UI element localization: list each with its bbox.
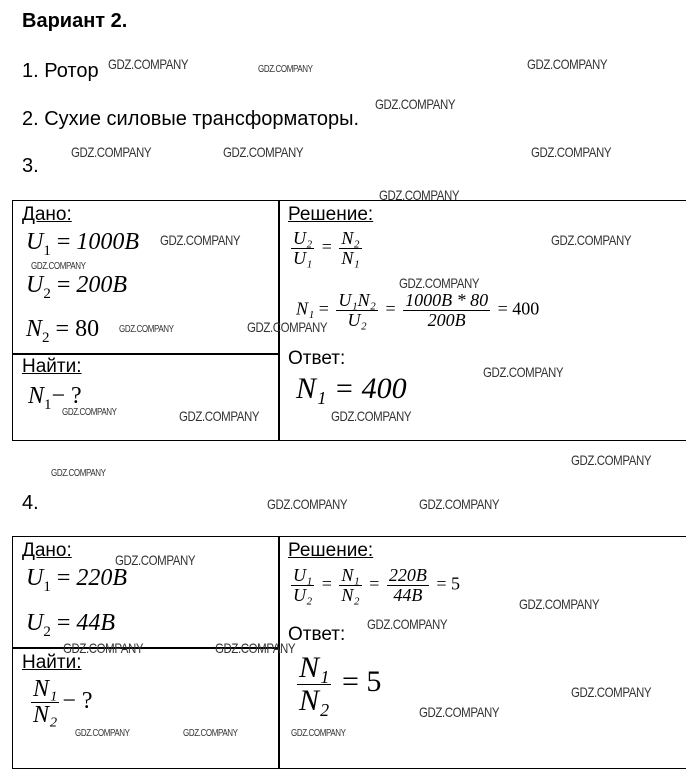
watermark: GDZ.COMPANY	[63, 640, 144, 656]
watermark: GDZ.COMPANY	[51, 468, 106, 479]
solution-label: Решение:	[288, 540, 374, 561]
find-label: Найти:	[22, 652, 82, 673]
watermark: GDZ.COMPANY	[291, 728, 346, 739]
watermark: GDZ.COMPANY	[419, 496, 500, 512]
answer-value: $\frac{\text{N₁}}{\text{N₂}}$ = 5	[299, 651, 382, 717]
watermark: GDZ.COMPANY	[71, 144, 152, 160]
watermark: GDZ.COMPANY	[571, 684, 652, 700]
watermark: GDZ.COMPANY	[247, 319, 328, 335]
answer-value: N₁ = 400	[296, 372, 407, 405]
find-ratio: $\frac{\text{N₁}}{\text{N₂}}$ − ?	[33, 676, 93, 729]
item-4-label: 4.	[22, 492, 39, 514]
given-u2: $U_2 = 44B$	[26, 610, 116, 640]
watermark: GDZ.COMPANY	[551, 232, 632, 248]
watermark: GDZ.COMPANY	[399, 275, 480, 291]
given-label: Дано:	[22, 540, 72, 561]
answer-label: Ответ:	[288, 348, 346, 369]
item-3-label: 3.	[22, 155, 39, 177]
watermark: GDZ.COMPANY	[267, 496, 348, 512]
watermark: GDZ.COMPANY	[223, 144, 304, 160]
find-label: Найти:	[22, 356, 82, 377]
given-label: Дано:	[22, 204, 72, 225]
watermark: GDZ.COMPANY	[531, 144, 612, 160]
watermark: GDZ.COMPANY	[375, 96, 456, 112]
watermark: GDZ.COMPANY	[331, 408, 412, 424]
answer-label: Ответ:	[288, 624, 346, 645]
watermark: GDZ.COMPANY	[179, 408, 260, 424]
watermark: GDZ.COMPANY	[258, 64, 313, 75]
watermark: GDZ.COMPANY	[419, 704, 500, 720]
n1-calculation: N₁ = $\frac{\text{U₁N₂}}{\text{U₂}}$ = $\frac{1000B * 80}{200B}$ = 400	[296, 290, 540, 330]
watermark: GDZ.COMPANY	[62, 407, 117, 418]
given-u1: $U_1 = 220B$	[26, 565, 128, 595]
watermark: GDZ.COMPANY	[519, 596, 600, 612]
watermark: GDZ.COMPANY	[108, 56, 189, 72]
given-u1: $U_1 = 1000B$	[26, 229, 140, 259]
solution-label: Решение:	[288, 204, 374, 225]
watermark: GDZ.COMPANY	[215, 640, 296, 656]
watermark: GDZ.COMPANY	[379, 187, 460, 203]
watermark: GDZ.COMPANY	[160, 232, 241, 248]
ratio-calculation: $\frac{\text{U₁}}{\text{U₂}}$ = $\frac{\text{N₁}}{\text{N₂}}$ = $\frac{220B}{44B}$ = 5	[293, 565, 460, 605]
answer-2: 2. Сухие силовые трансформаторы.	[22, 108, 360, 130]
watermark: GDZ.COMPANY	[571, 452, 652, 468]
watermark: GDZ.COMPANY	[483, 364, 564, 380]
watermark: GDZ.COMPANY	[115, 552, 196, 568]
given-u2: $U_2 = 200B$	[26, 272, 128, 302]
page-title: Вариант 2.	[22, 10, 128, 32]
ratio-formula: $\frac{\text{U₂}}{\text{U₁}}$ = $\frac{\text{N₂}}{\text{N₁}}$	[293, 228, 360, 268]
watermark: GDZ.COMPANY	[527, 56, 608, 72]
watermark: GDZ.COMPANY	[367, 616, 448, 632]
answer-1: 1. Ротор	[22, 60, 99, 82]
watermark: GDZ.COMPANY	[75, 728, 130, 739]
watermark: GDZ.COMPANY	[183, 728, 238, 739]
find-n1: $N_1-$ ?	[28, 383, 82, 413]
watermark: GDZ.COMPANY	[119, 324, 174, 335]
watermark: GDZ.COMPANY	[31, 261, 86, 272]
given-n2: $N_2 = 80$	[26, 316, 100, 346]
